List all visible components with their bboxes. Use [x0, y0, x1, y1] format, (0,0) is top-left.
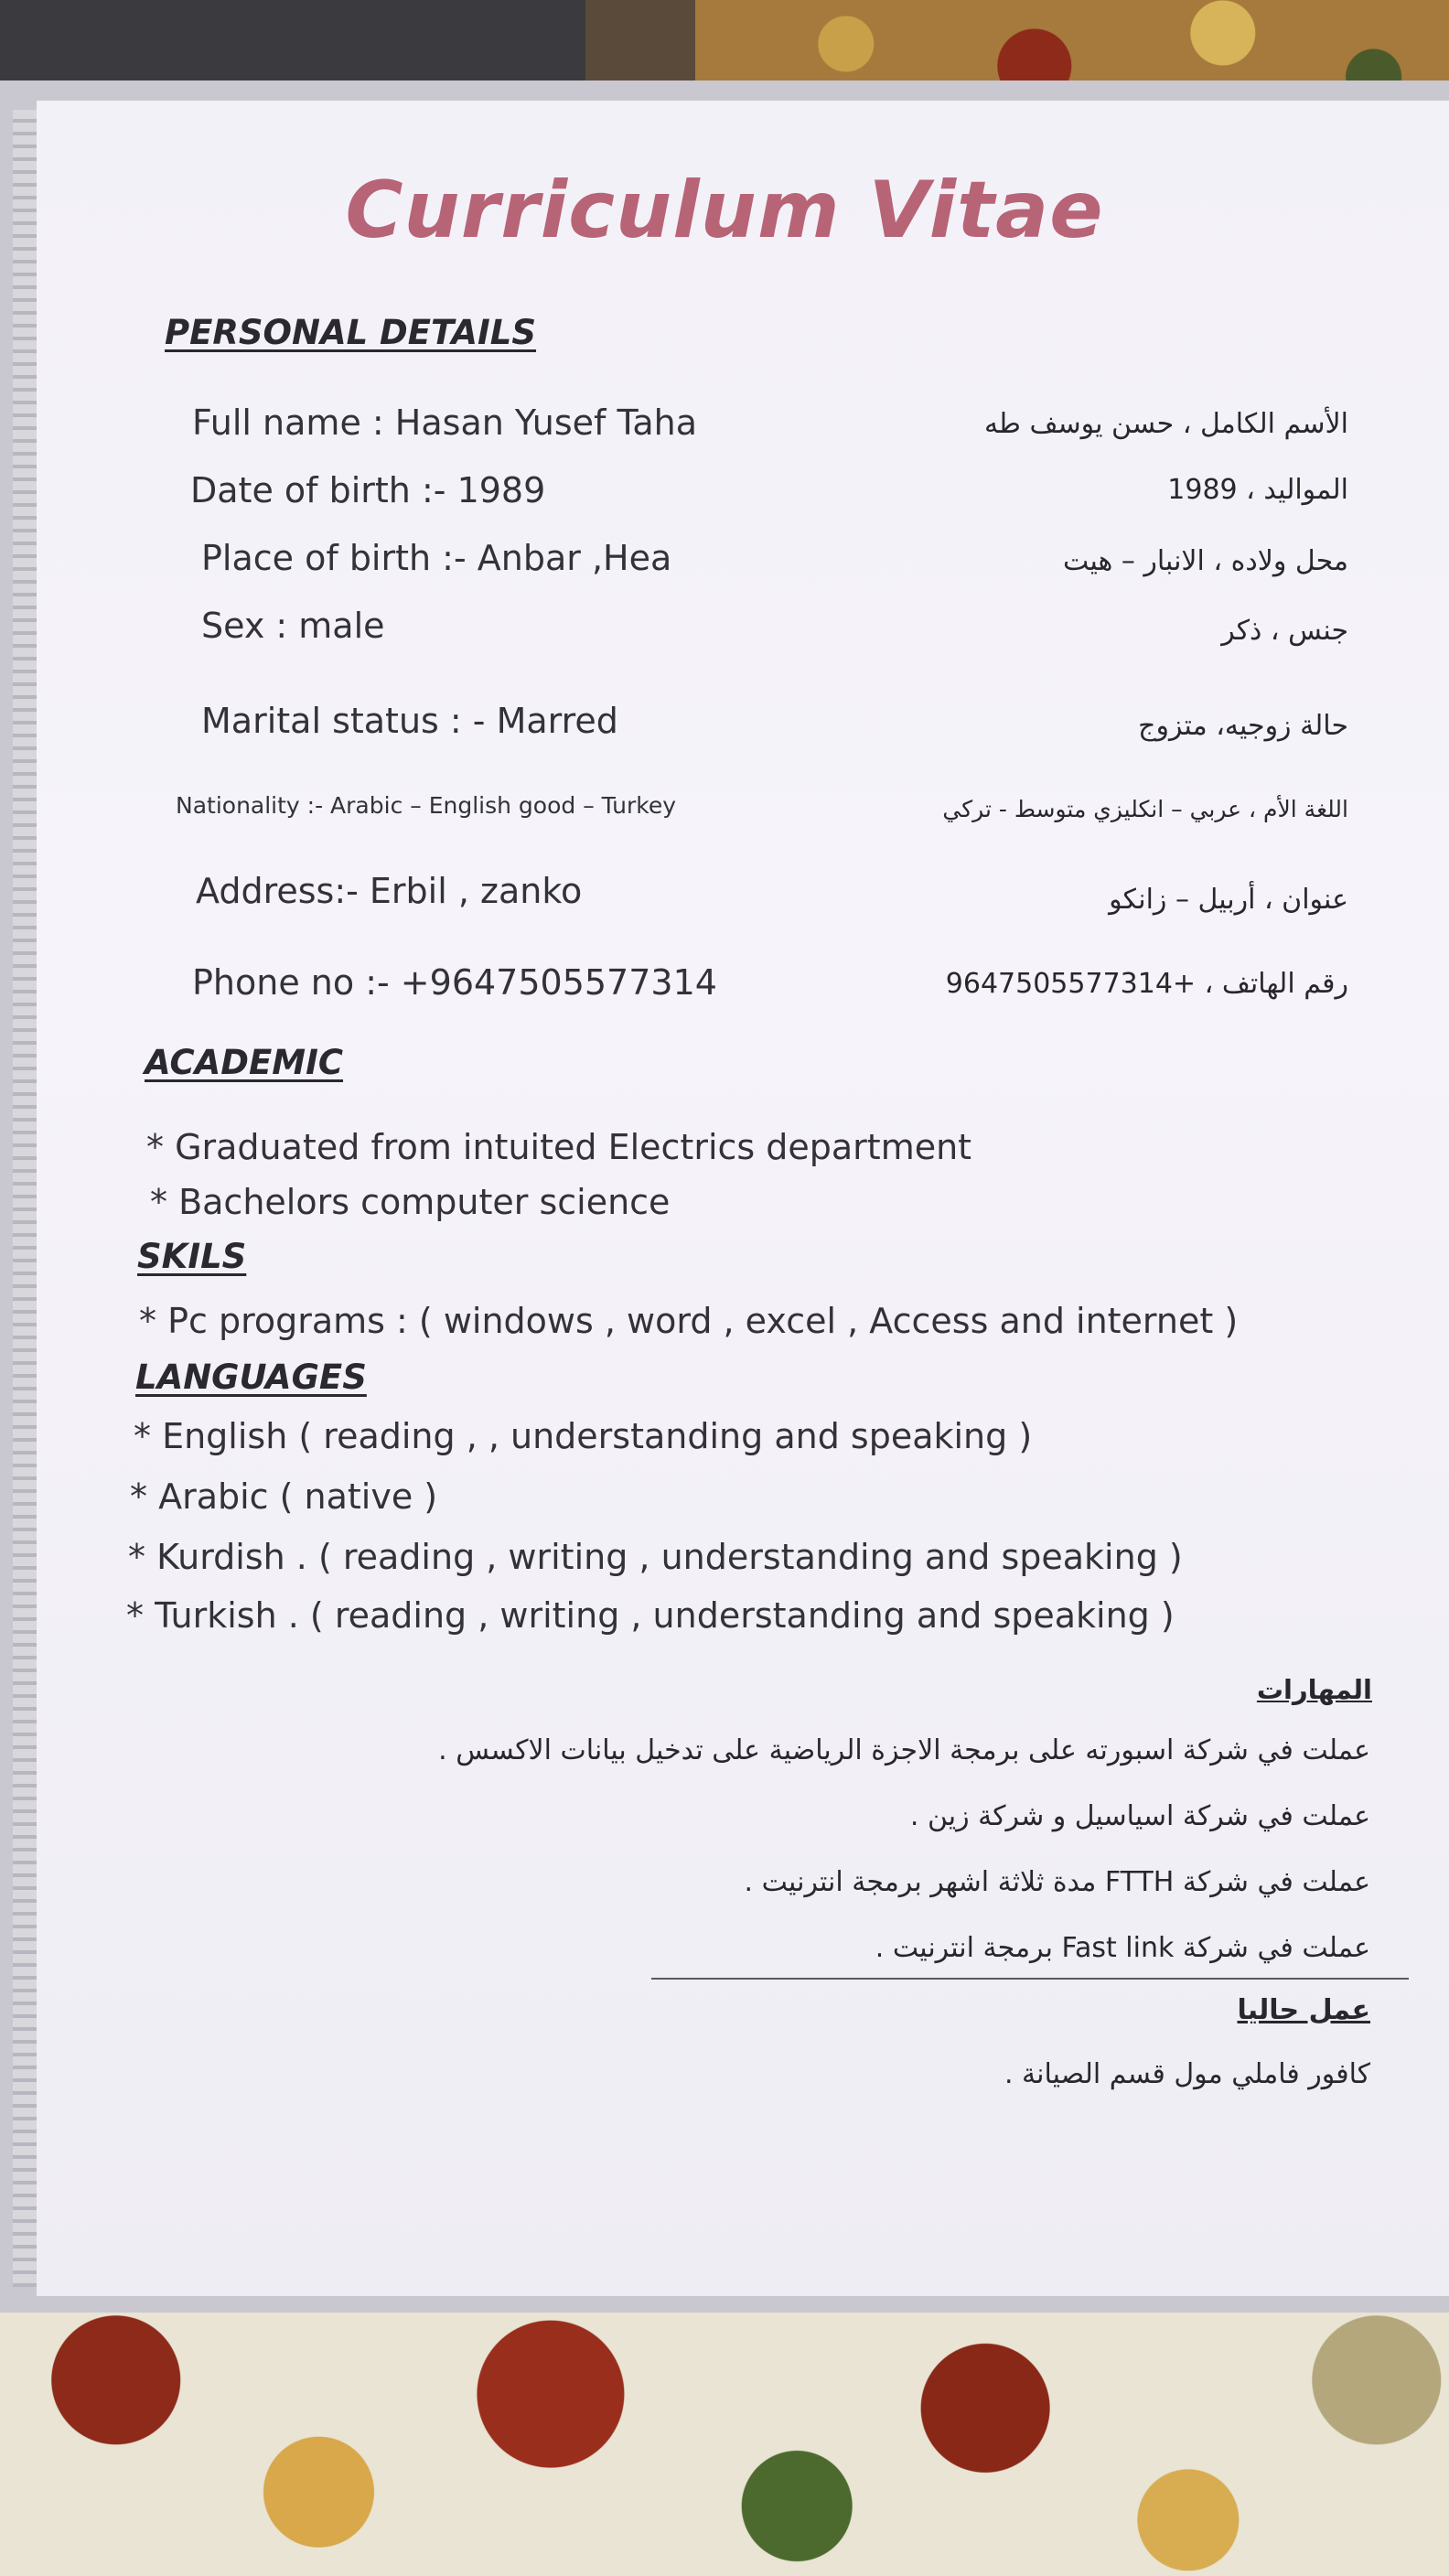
current-work-heading: عمل حاليا [1237, 1994, 1370, 2026]
floral-fabric-bottom [0, 2296, 1449, 2576]
address-en: Address:- Erbil , zanko [196, 871, 583, 911]
sex-en: Sex : male [201, 606, 385, 646]
page-title: Curriculum Vitae [345, 165, 1104, 256]
full-name-ar: الأسم الكامل ، حسن يوسف طه [983, 408, 1348, 440]
arabic-skills-heading: المهارات [1256, 1674, 1372, 1705]
marital-status-en: Marital status : - Marred [201, 701, 618, 741]
address-ar: عنوان ، أربيل – زانكو [1109, 884, 1348, 916]
nationality-ar: اللغة الأم ، عربي – انكليزي متوسط - تركي [942, 796, 1348, 822]
language-item: * Turkish . ( reading , writing , understanding and speaking ) [126, 1595, 1175, 1636]
arabic-skill-item: عملت في شركة Fast link برمجة انترنيت . [875, 1932, 1370, 1964]
academic-item: * Graduated from intuited Electrics department [146, 1127, 972, 1167]
nationality-en: Nationality :- Arabic – English good – Turkey [176, 792, 677, 819]
section-skills: SKILS [137, 1237, 247, 1276]
arabic-skill-item: عملت في شركة اسياسيل و شركة زين . [909, 1800, 1370, 1832]
academic-item: * Bachelors computer science [150, 1182, 671, 1222]
arabic-skill-item: عملت في شركة FTTH مدة ثلاثة اشهر برمجة انترنيت . [744, 1866, 1370, 1898]
section-divider [651, 1978, 1409, 1980]
marital-status-ar: حالة زوجيه، متزوج [1138, 710, 1348, 742]
full-name-en: Full name : Hasan Yusef Taha [192, 402, 698, 443]
arabic-skill-item: عملت في شركة اسبورته على برمجة الاجزة الرياضية على تدخيل بيانات الاكسس . [438, 1734, 1370, 1766]
section-academic: ACADEMIC [145, 1043, 344, 1082]
language-item: * English ( reading , , understanding and speaking ) [134, 1416, 1033, 1456]
place-of-birth-en: Place of birth :- Anbar ,Hea [201, 538, 672, 578]
date-of-birth-ar: المواليد ، 1989 [1167, 474, 1348, 506]
language-item: * Kurdish . ( reading , writing , understanding and speaking ) [128, 1537, 1183, 1577]
language-item: * Arabic ( native ) [130, 1476, 438, 1517]
sex-ar: جنس ، ذكر [1221, 615, 1348, 647]
section-personal-details: PERSONAL DETAILS [165, 313, 537, 352]
phone-en: Phone no :- +9647505577314 [192, 962, 717, 1003]
current-work-text: كافور فاملي مول قسم الصيانة . [1004, 2058, 1370, 2090]
date-of-birth-en: Date of birth :- 1989 [190, 470, 546, 510]
binder-edge [13, 110, 37, 2287]
section-languages: LANGUAGES [135, 1358, 367, 1397]
place-of-birth-ar: محل ولاده ، الانبار – هيت [1063, 545, 1348, 577]
phone-ar: رقم الهاتف ، +9647505577314 [945, 968, 1348, 1000]
skills-item: * Pc programs : ( windows , word , excel , Access and internet ) [139, 1301, 1239, 1341]
